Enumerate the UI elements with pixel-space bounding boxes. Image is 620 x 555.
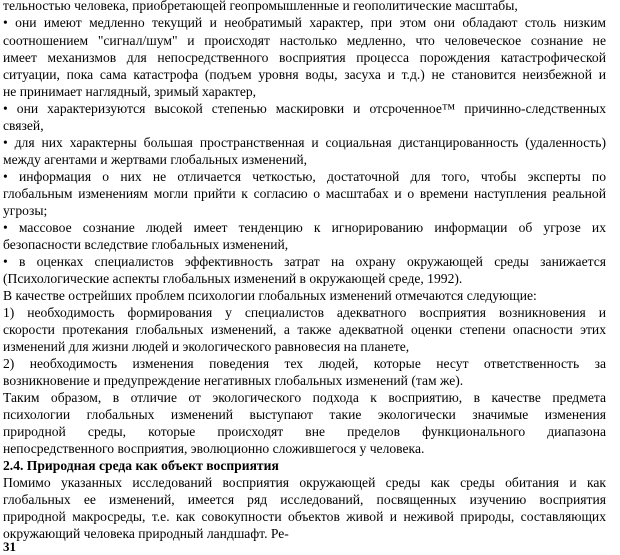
text-line: безопасности вследствие глобальных изменений, (3, 237, 289, 252)
text-line: непосредственного восприятия, эволюционно сложившегося у человека. (3, 441, 425, 456)
text-line: Помимо указанных исследований восприятия окружающей среды как среды обитания и как (3, 475, 606, 490)
text-line: В качестве острейших проблем психологии глобальных изменений отмечаются следующие: (3, 288, 537, 303)
text-line: окружающий человека природный ландшафт. Ре- (3, 526, 289, 541)
text-line: тельностью человека, приобретающей геопромышленные и геополитические масштабы, (3, 0, 518, 13)
text-line: глобальным изменениям могли прийти к согласию о масштабах и о времени наступления реальной (3, 186, 606, 201)
text-line: изменений для жизни людей и экологического равновесия на планете, (3, 339, 410, 354)
page-number: 31 (3, 539, 16, 554)
text-line: не принимает наглядный, зримый характер, (3, 84, 257, 99)
text-line: угрозы; (3, 203, 48, 218)
text-line: 2) необходимость изменения поведения тех людей, которые несут ответственность за (3, 356, 606, 371)
text-line: Таким образом, в отличие от экологического подхода к восприятию, в качестве предмета (3, 390, 606, 405)
text-line: 1) необходимость формирования у специалистов адекватного восприятия возникновения и (3, 305, 606, 320)
text-line: (Психологические аспекты глобальных изменений в окружающей среде, 1992). (3, 271, 463, 286)
text-line: связей, (3, 118, 44, 133)
text-line: психологии глобальных изменений выступают такие экологически значимые изменения (3, 407, 606, 422)
text-line: соотношением "сигнал/шум" и происходят настолько медленно, что человеческое сознание не (3, 33, 606, 48)
text-line: глобальных ее изменений, имеется ряд исследований, посвященных изучению восприятия (3, 492, 606, 507)
text-line: • для них характерны большая пространственная и социальная дистанцированность (удаленность) (3, 135, 606, 150)
text-line: природной среды, которые происходят вне пределов функционального диапазона (3, 424, 606, 439)
section-heading: 2.4. Природная среда как объект восприятия (3, 458, 279, 473)
text-line: между агентами и жертвами глобальных изменений, (3, 152, 308, 167)
text-line: • информация о них не отличается четкостью, достаточной для того, чтобы эксперты по (3, 169, 606, 184)
text-line: ситуации, пока сама катастрофа (подъем уровня воды, засуха и т.д.) не становится неизбежной и (3, 67, 606, 82)
text-line: скорости протекания глобальных изменений, а также адекватной оценки степени опасности этих (3, 322, 606, 337)
text-line: имеет механизмов для непосредственного восприятия процесса порождения катастрофической (3, 50, 606, 65)
text-line: возникновение и предупреждение негативных глобальных изменений (там же). (3, 373, 464, 388)
text-line: • они характеризуются высокой степенью маскировки и отсроченное™ причинно-следственных (3, 101, 606, 116)
text-line: природной макросреды, т.е. как совокупности объектов живой и неживой природы, составляющих (3, 509, 606, 524)
text-line: • в оценках специалистов эффективность затрат на охрану окружающей среды занижается (3, 254, 606, 269)
text-line: • массовое сознание людей имеет тенденцию к игнорированию информации об угрозе их (3, 220, 606, 235)
text-line: • они имеют медленно текущий и необратимый характер, при этом они обладают столь низким (3, 15, 606, 30)
